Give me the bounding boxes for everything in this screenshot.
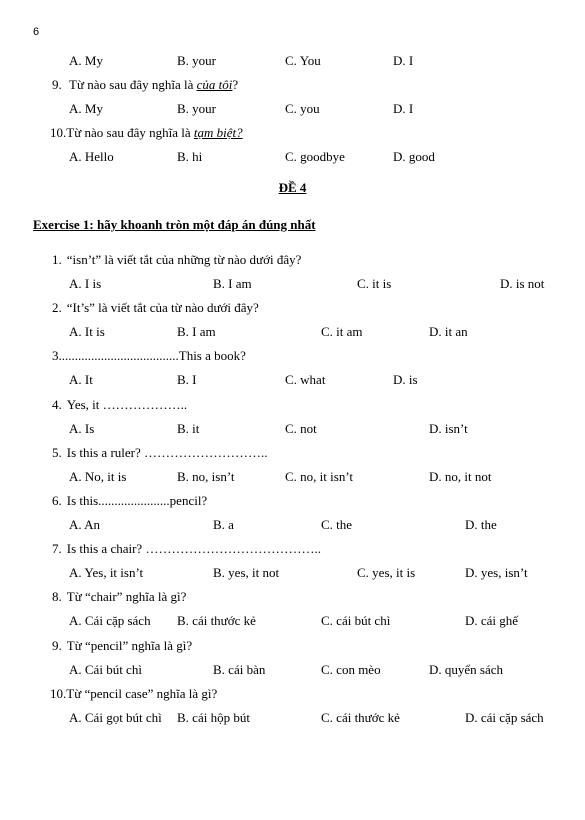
- option-a[interactable]: A. Is: [69, 421, 95, 436]
- option-c[interactable]: C. you: [285, 101, 320, 116]
- stem-emphasis: tạm biệt?: [193, 125, 243, 140]
- top-q9-stem: [52, 77, 238, 93]
- question-number: 8.: [52, 589, 62, 604]
- option-b[interactable]: B. cái hộp bút: [177, 710, 250, 725]
- exercise-title: Exercise 1: hãy khoanh tròn một đáp án đúng nhất: [33, 217, 316, 232]
- option-c[interactable]: C. con mèo: [321, 662, 381, 677]
- option-d[interactable]: D. cái ghế: [465, 613, 519, 628]
- question-text: “isn’t” là viết tắt của những từ nào dưới đây?: [66, 252, 302, 267]
- option-c[interactable]: C. it am: [321, 324, 363, 339]
- option-d[interactable]: D. the: [465, 517, 497, 532]
- question-number: 5.: [52, 445, 62, 460]
- option-b[interactable]: B. no, isn’t: [177, 469, 235, 484]
- option-c[interactable]: C. no, it isn’t: [285, 469, 354, 484]
- question-stem: [52, 493, 207, 509]
- question-stem: [52, 397, 187, 413]
- option-a[interactable]: A. My: [69, 53, 103, 68]
- option-b[interactable]: B. I am: [213, 276, 252, 291]
- question-stem: [50, 686, 217, 702]
- option-a[interactable]: A. I is: [69, 276, 102, 291]
- option-b[interactable]: B. your: [177, 101, 216, 116]
- question-text: Từ “pencil case” nghĩa là gì?: [66, 686, 218, 701]
- option-d[interactable]: D. is not: [500, 276, 545, 291]
- question-number: 2.: [52, 300, 62, 315]
- stem-prefix: Từ nào sau đây nghĩa là: [69, 77, 197, 92]
- question-number: 1.: [52, 252, 62, 267]
- option-d[interactable]: D. cái cặp sách: [465, 710, 544, 725]
- option-a[interactable]: A. Cái gọt bút chì: [69, 710, 162, 725]
- option-d[interactable]: D. quyển sách: [429, 662, 504, 677]
- question-text: Từ “pencil” nghĩa là gì?: [66, 638, 193, 653]
- option-a[interactable]: A. My: [69, 101, 103, 116]
- option-c[interactable]: C. the: [321, 517, 353, 532]
- option-c[interactable]: C. what: [285, 372, 326, 387]
- question-stem: [52, 348, 246, 364]
- question-stem: [52, 589, 186, 605]
- option-c[interactable]: C. You: [285, 53, 321, 68]
- stem-prefix: Từ nào sau đây nghĩa là: [66, 125, 194, 140]
- option-d[interactable]: D. it an: [429, 324, 468, 339]
- option-b[interactable]: B. it: [177, 421, 200, 436]
- option-c[interactable]: C. yes, it is: [357, 565, 416, 580]
- question-stem: [52, 638, 192, 654]
- option-c[interactable]: C. it is: [357, 276, 392, 291]
- question-text: Từ “chair” nghĩa là gì?: [66, 589, 187, 604]
- option-d[interactable]: D. I: [393, 101, 414, 116]
- question-number: 10.: [50, 686, 67, 701]
- question-stem: [52, 541, 321, 557]
- page-number: 6: [33, 26, 40, 38]
- option-a[interactable]: A. No, it is: [69, 469, 127, 484]
- option-a[interactable]: A. Cái bút chì: [69, 662, 142, 677]
- question-number: 6.: [52, 493, 62, 508]
- option-a[interactable]: A. It: [69, 372, 93, 387]
- option-a[interactable]: A. Hello: [69, 149, 114, 164]
- option-c[interactable]: C. cái thước kẻ: [321, 710, 400, 725]
- question-text: ....................................This a book?: [61, 348, 246, 363]
- option-a[interactable]: A. An: [69, 517, 101, 532]
- option-c[interactable]: C. cái bút chì: [321, 613, 391, 628]
- option-a[interactable]: A. It is: [69, 324, 105, 339]
- question-text: “It’s” là viết tắt của từ nào dưới đây?: [66, 300, 259, 315]
- option-c[interactable]: C. goodbye: [285, 149, 345, 164]
- stem-emphasis: của tôi: [196, 77, 233, 92]
- option-a[interactable]: A. Yes, it isn’t: [69, 565, 144, 580]
- option-b[interactable]: B. yes, it not: [213, 565, 280, 580]
- stem-suffix: ?: [232, 77, 239, 92]
- option-b[interactable]: B. I: [177, 372, 197, 387]
- option-d[interactable]: D. no, it not: [429, 469, 492, 484]
- option-b[interactable]: B. cái thước kẻ: [177, 613, 256, 628]
- question-text: Is this a ruler? ………………………..: [66, 445, 268, 460]
- option-d[interactable]: D. good: [393, 149, 435, 164]
- question-stem: [52, 252, 301, 268]
- option-d[interactable]: D. yes, isn’t: [465, 565, 528, 580]
- question-stem: [52, 300, 259, 316]
- option-c[interactable]: C. not: [285, 421, 317, 436]
- option-b[interactable]: B. I am: [177, 324, 216, 339]
- option-d[interactable]: D. isn’t: [429, 421, 468, 436]
- question-number: 10.: [50, 125, 67, 140]
- question-text: Is this a chair? …………………………………..: [66, 541, 321, 556]
- question-number: 9.: [52, 638, 62, 653]
- question-number: 7.: [52, 541, 62, 556]
- question-number: 4.: [52, 397, 62, 412]
- top-q10-stem: [50, 125, 243, 141]
- question-text: Is this......................pencil?: [66, 493, 208, 508]
- question-text: Yes, it ………………..: [66, 397, 188, 412]
- option-b[interactable]: B. your: [177, 53, 216, 68]
- question-stem: [52, 445, 268, 461]
- option-b[interactable]: B. cái bàn: [213, 662, 266, 677]
- option-a[interactable]: A. Cái cặp sách: [69, 613, 151, 628]
- section-title: ĐỀ 4: [278, 180, 307, 195]
- option-d[interactable]: D. is: [393, 372, 418, 387]
- question-number: 9.: [52, 77, 62, 92]
- question-number: 3.: [52, 348, 62, 363]
- option-b[interactable]: B. a: [213, 517, 234, 532]
- option-b[interactable]: B. hi: [177, 149, 203, 164]
- option-d[interactable]: D. I: [393, 53, 414, 68]
